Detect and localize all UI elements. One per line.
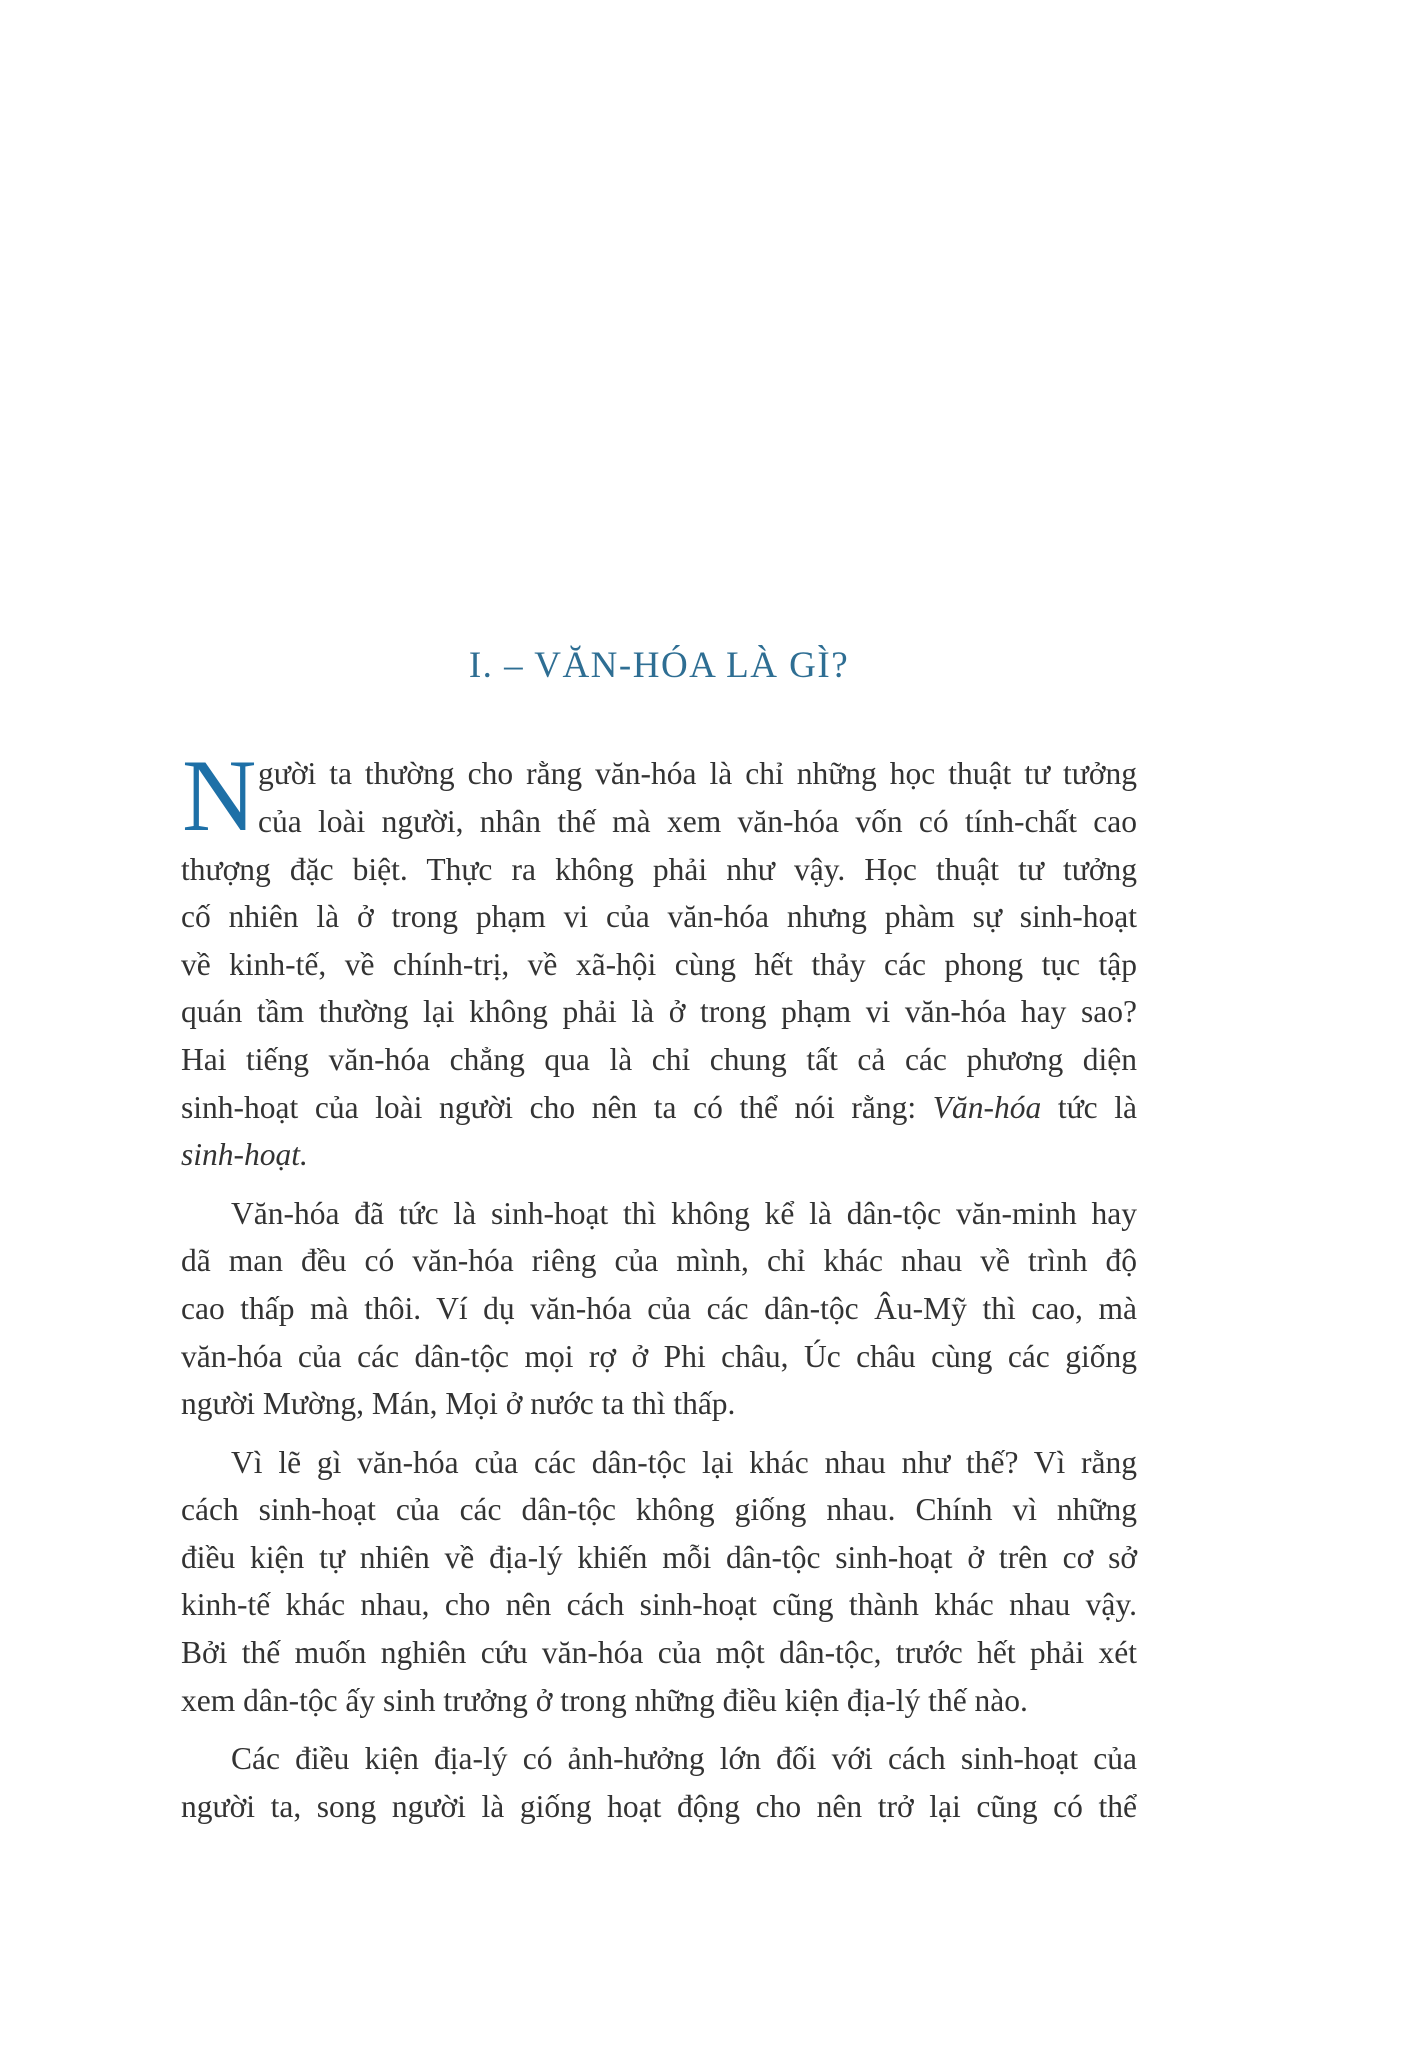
text-line: văn-hóa của các dân-tộc mọi rợ ở Phi châu, Úc châu cùng các giống — [181, 1338, 1137, 1374]
chapter-title: I. – VĂN-HÓA LÀ GÌ? — [468, 645, 850, 686]
text-line: cao thấp mà thôi. Ví dụ văn-hóa của các dân-tộc Âu-Mỹ thì cao, mà — [181, 1290, 1137, 1326]
text-run: sinh-hoạt của loài người cho nên ta có thể nói rằng: — [181, 1089, 933, 1125]
text-line: Vì lẽ gì văn-hóa của các dân-tộc lại khác nhau như thế? Vì rằng — [231, 1444, 1137, 1480]
paragraph-4 — [181, 1735, 1137, 1830]
text-line-italic: sinh-hoạt. — [181, 1137, 308, 1173]
text-line: Các điều kiện địa-lý có ảnh-hưởng lớn đối với cách sinh-hoạt của — [231, 1741, 1137, 1777]
text-column — [181, 644, 1137, 1830]
text-line: Bởi thế muốn nghiên cứu văn-hóa của một dân-tộc, trước hết phải xét — [181, 1635, 1137, 1671]
text-line: quán tầm thường lại không phải là ở trong phạm vi văn-hóa hay sao? — [181, 994, 1137, 1030]
text-line: Văn-hóa đã tức là sinh-hoạt thì không kể là dân-tộc văn-minh hay — [231, 1195, 1137, 1231]
text-line: của loài người, nhân thế mà xem văn-hóa vốn có tính-chất cao — [258, 803, 1137, 839]
text-line: Hai tiếng văn-hóa chẳng qua là chỉ chung tất cả các phương diện — [181, 1041, 1137, 1077]
text-run: tức là — [1041, 1089, 1137, 1125]
text-line: cách sinh-hoạt của các dân-tộc không giống nhau. Chính vì những — [181, 1492, 1137, 1528]
text-line: thượng đặc biệt. Thực ra không phải như vậy. Học thuật tư tưởng — [181, 851, 1137, 887]
text-line: về kinh-tế, về chính-trị, về xã-hội cùng hết thảy các phong tục tập — [181, 946, 1137, 982]
italic-term: Văn-hóa — [932, 1089, 1042, 1125]
paragraph-1 — [181, 739, 1137, 1178]
text-line: cố nhiên là ở trong phạm vi của văn-hóa nhưng phàm sự sinh-hoạt — [181, 899, 1137, 935]
text-line-mixed-italic — [181, 1084, 1137, 1132]
drop-cap: N — [182, 739, 257, 854]
text-line: dã man đều có văn-hóa riêng của mình, chỉ khác nhau về trình độ — [181, 1243, 1137, 1279]
text-line: điều kiện tự nhiên về địa-lý khiến mỗi dân-tộc sinh-hoạt ở trên cơ sở — [181, 1539, 1137, 1575]
text-line: người ta, song người là giống hoạt động cho nên trở lại cũng có thể — [181, 1788, 1137, 1824]
text-line: gười ta thường cho rằng văn-hóa là chỉ những học thuật tư tưởng — [258, 756, 1137, 792]
text-line: kinh-tế khác nhau, cho nên cách sinh-hoạt cũng thành khác nhau vậy. — [181, 1587, 1137, 1623]
text-line: người Mường, Mán, Mọi ở nước ta thì thấp. — [181, 1386, 736, 1422]
paragraph-3 — [181, 1439, 1137, 1725]
paragraph-2 — [181, 1190, 1137, 1428]
text-line: xem dân-tộc ấy sinh trưởng ở trong những điều kiện địa-lý thế nào. — [181, 1682, 1028, 1718]
